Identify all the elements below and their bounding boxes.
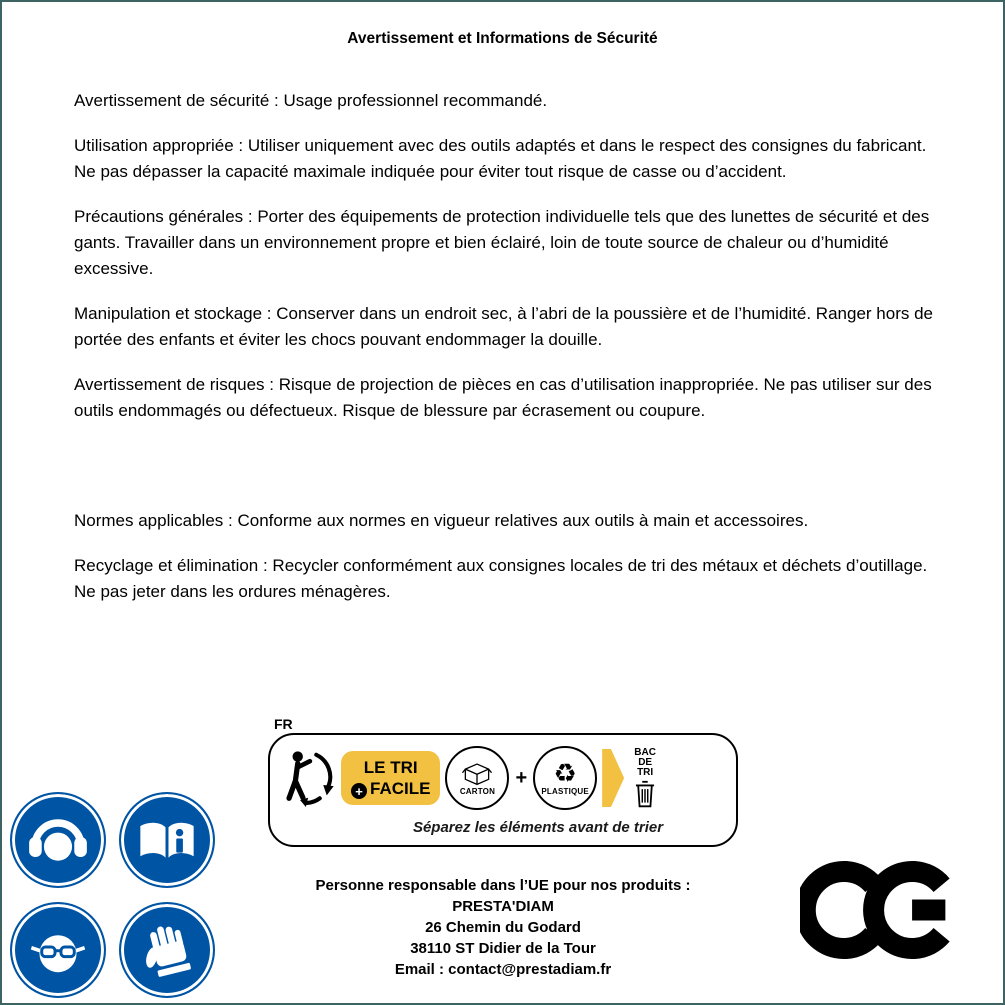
bin-label-line1: BAC: [634, 746, 656, 758]
responsible-person-block: [268, 875, 738, 980]
eye-protection-icon: [21, 913, 95, 987]
plastique-label: PLASTIQUE: [541, 787, 589, 796]
recycling-label: [268, 716, 738, 847]
paragraph-appropriate-use: Utilisation appropriée : Utiliser uniquement avec des outils adaptés et dans le respect des consignes du fabricant. Ne pas dépasser la capacité maximale indiquée pour éviter tout risque de casse ou d’accident.: [74, 136, 927, 181]
carton-box-icon: [461, 761, 493, 786]
ear-protection-pictogram: [10, 792, 106, 888]
yellow-arrow-wedge: [602, 749, 624, 807]
responsible-company: PRESTA'DIAM: [452, 898, 554, 915]
recycle-triangle-icon: ♻: [553, 758, 577, 788]
triman-icon: [278, 747, 336, 809]
read-manual-pictogram: [119, 792, 215, 888]
responsible-city: 38110 ST Didier de la Tour: [410, 940, 596, 957]
ce-mark: [800, 852, 962, 973]
page-title: Avertissement et Informations de Sécurité: [347, 30, 658, 47]
tri-pill-facile: FACILE: [370, 778, 431, 798]
plus-circle-icon: +: [351, 783, 367, 799]
safety-text-block: [74, 88, 948, 624]
bin-label-line2: DE: [638, 756, 653, 768]
ppe-pictogram-grid: [10, 792, 222, 998]
infotri-box: [268, 733, 738, 847]
paragraph-safety-warning: Avertissement de sécurité : Usage professionnel recommandé.: [74, 91, 548, 110]
tri-pill-line2: [351, 778, 430, 800]
eye-protection-pictogram: [10, 902, 106, 998]
tri-pill-line1: LE TRI: [363, 757, 418, 777]
waste-bin-icon: [633, 780, 657, 809]
le-tri-facile-pill: [341, 751, 440, 806]
ce-mark-icon: [800, 852, 962, 968]
responsible-heading: Personne responsable dans l’UE pour nos produits :: [315, 877, 691, 894]
infotri-main-row: [278, 741, 728, 815]
responsible-email: Email : contact@prestadiam.fr: [394, 961, 612, 978]
paragraph-risk-warning: Avertissement de risques : Risque de projection de pièces en cas d’utilisation inappropriée. Ne pas utiliser sur des outils endommagés ou défectueux. Risque de blessure par écrasement ou coupure.: [74, 375, 932, 420]
ear-protection-icon: [21, 803, 95, 877]
materials-plus-sign: +: [515, 766, 528, 789]
infotri-caption: Séparez les éléments avant de trier: [412, 819, 664, 836]
plastique-material-circle: [533, 746, 597, 810]
paragraph-general-precautions: Précautions générales : Porter des équipements de protection individuelle tels que des lunettes de sécurité et des gants. Travailler dans un environnement propre et bien éclairé, loin de toute source de chaleur ou d’humidité excessive.: [74, 207, 930, 278]
carton-material-circle: [445, 746, 509, 810]
paragraph-applicable-standards: Normes applicables : Conforme aux normes en vigueur relatives aux outils à main et accessoires.: [74, 511, 809, 530]
sorting-bin-block: [633, 748, 657, 809]
carton-label: CARTON: [459, 786, 496, 796]
protective-gloves-icon: [130, 913, 204, 987]
protective-gloves-pictogram: [119, 902, 215, 998]
paragraph-recycling-disposal: Recyclage et élimination : Recycler conformément aux consignes locales de tri des métaux et déchets d’outillage. Ne pas jeter dans les ordures ménagères.: [74, 556, 928, 601]
country-code-label: FR: [274, 716, 293, 732]
bin-label-line3: TRI: [637, 766, 654, 778]
responsible-street: 26 Chemin du Godard: [425, 919, 581, 936]
paragraph-handling-storage: Manipulation et stockage : Conserver dans un endroit sec, à l’abri de la poussière et de l’humidité. Ranger hors de portée des enfants et éviter les chocs pouvant endommager la douille.: [74, 304, 933, 349]
read-manual-icon: [130, 803, 204, 877]
